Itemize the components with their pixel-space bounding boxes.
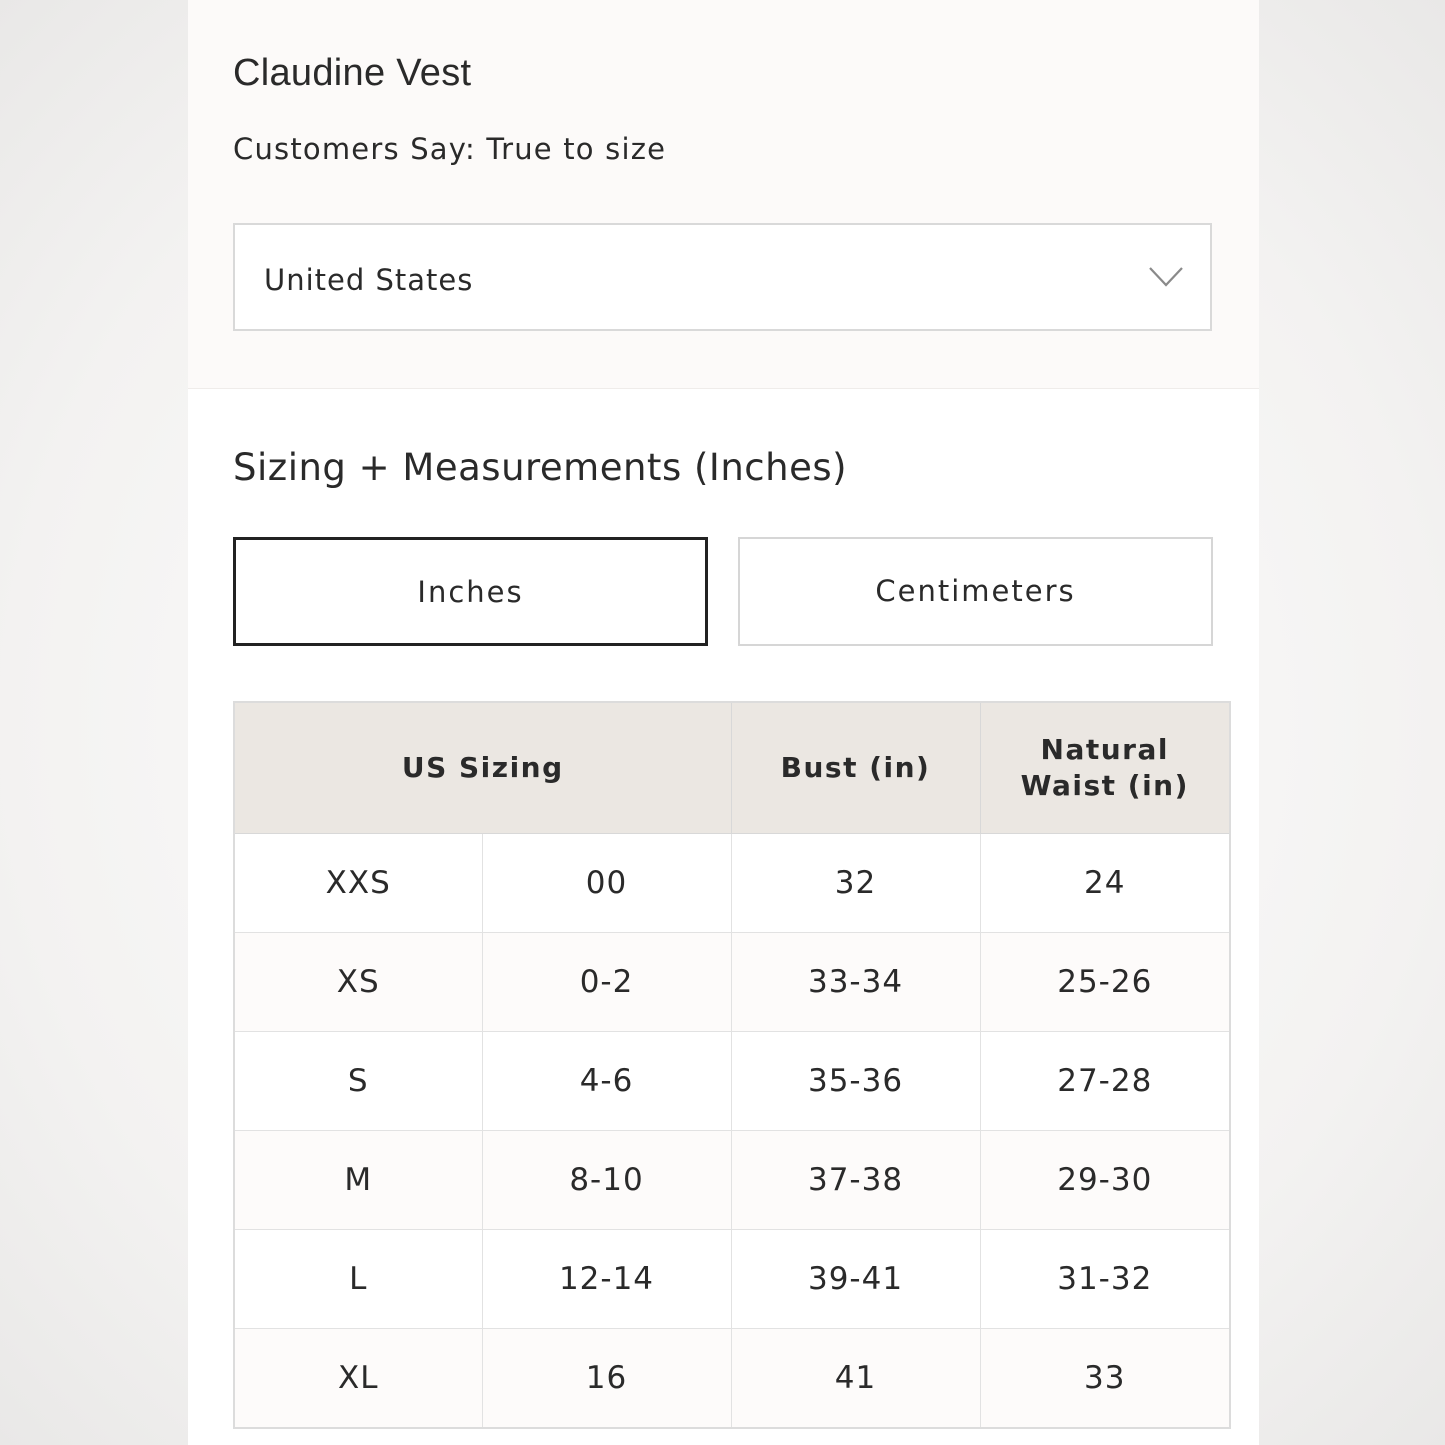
cell-size-letter: XXS [234,834,482,933]
table-row [234,1230,1230,1329]
country-select[interactable] [233,223,1212,331]
table-row [234,933,1230,1032]
table-row [234,1032,1230,1131]
cell-waist: 31-32 [980,1230,1230,1329]
cell-size-letter: S [234,1032,482,1131]
cell-size-number: 16 [482,1329,731,1429]
cell-waist: 24 [980,834,1230,933]
product-title: Claudine Vest [233,52,472,94]
table-row [234,1329,1230,1429]
cell-bust: 32 [731,834,980,933]
cell-size-letter: XL [234,1329,482,1429]
fit-note: Customers Say: True to size [233,132,667,166]
cell-bust: 37-38 [731,1131,980,1230]
size-chart-table [233,701,1231,1429]
header-natural-waist [980,702,1230,834]
header-waist-line1: Natural [1040,733,1169,766]
inches-toggle-button[interactable]: Inches [233,537,708,646]
chevron-down-icon [1148,265,1184,289]
cell-size-letter: L [234,1230,482,1329]
table-header-row [234,702,1230,834]
cell-bust: 35-36 [731,1032,980,1131]
header-waist-line2: Waist (in) [1020,769,1189,802]
table-row [234,834,1230,933]
cell-waist: 27-28 [980,1032,1230,1131]
country-select-value: United States [264,263,474,297]
header-us-sizing: US Sizing [234,702,731,834]
cell-size-number: 8-10 [482,1131,731,1230]
cell-waist: 33 [980,1329,1230,1429]
cell-size-number: 00 [482,834,731,933]
centimeters-toggle-button[interactable]: Centimeters [738,537,1213,646]
cell-waist: 29-30 [980,1131,1230,1230]
header-bust: Bust (in) [731,702,980,834]
cell-size-number: 12-14 [482,1230,731,1329]
table-row [234,1131,1230,1230]
cell-bust: 33-34 [731,933,980,1032]
cell-size-letter: XS [234,933,482,1032]
cell-bust: 39-41 [731,1230,980,1329]
cell-size-number: 4-6 [482,1032,731,1131]
measurements-heading: Sizing + Measurements (Inches) [233,446,848,489]
cell-waist: 25-26 [980,933,1230,1032]
size-guide-panel [188,0,1259,1445]
product-fit-section [188,0,1259,389]
cell-bust: 41 [731,1329,980,1429]
cell-size-number: 0-2 [482,933,731,1032]
cell-size-letter: M [234,1131,482,1230]
